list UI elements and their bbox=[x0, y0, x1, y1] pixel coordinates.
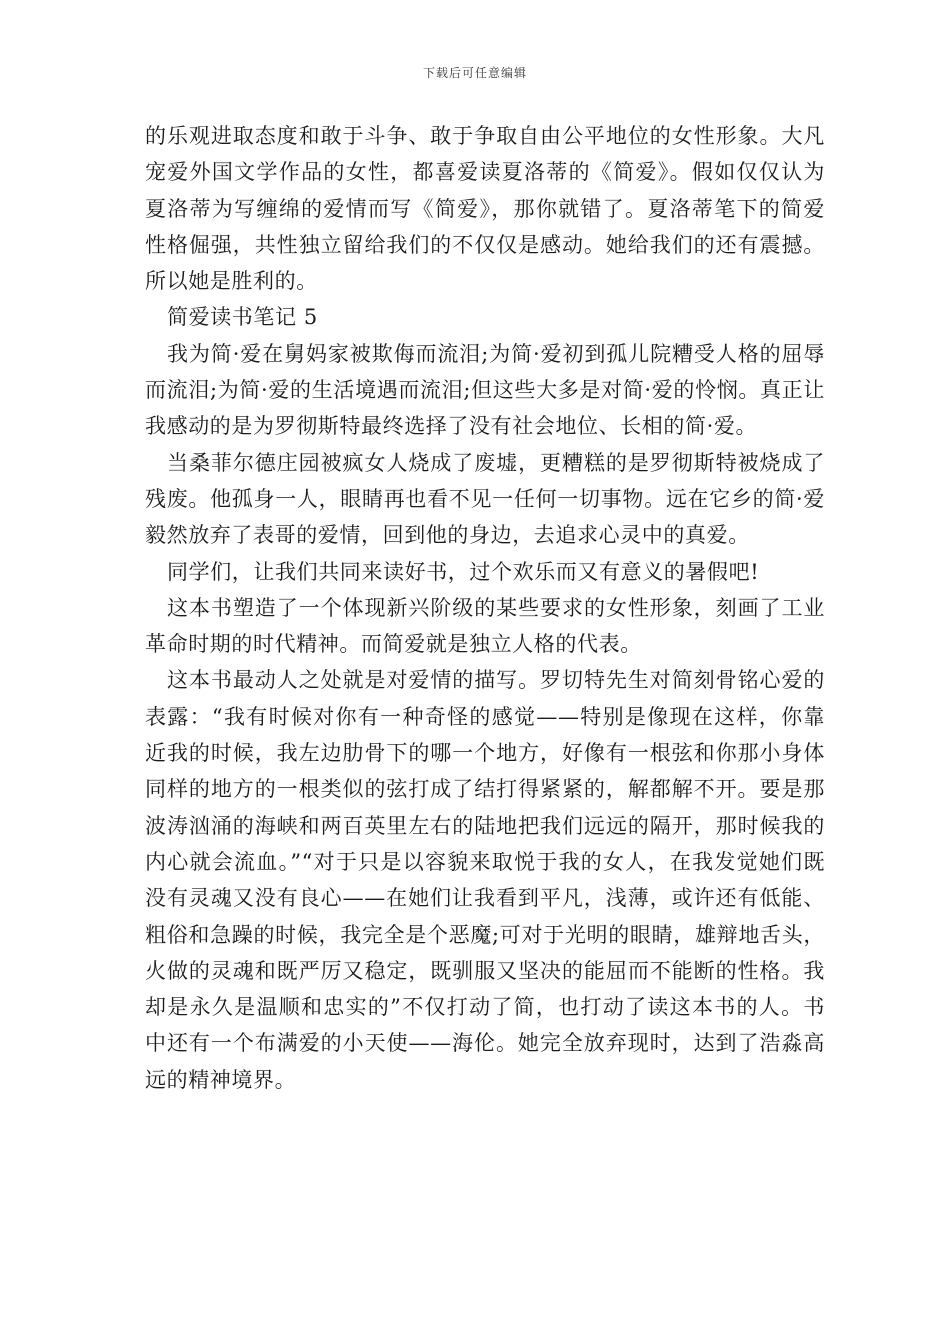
paragraph: 这本书塑造了一个体现新兴阶级的某些要求的女性形象，刻画了工业革命时期的时代精神。而简爱就是独立人格的代表。 bbox=[145, 595, 825, 657]
paragraph: 这本书最动人之处就是对爱情的描写。罗切特先生对简刻骨铭心爱的表露：“我有时候对你有一种奇怪的感觉——特别是像现在这样，你靠近我的时候，我左边肋骨下的哪一个地方，好像有一根弦和你那小身体同样的地方的一根类似的弦打成了结打得紧紧的，解都解不开。要是那波涛汹涌的海峡和两百英里左右的陆地把我们远远的隔开，那时候我的内心就会流血。”“对于只是以容貌来取悦于我的女人，在我发觉她们既没有灵魂又没有良心——在她们让我看到平凡，浅薄，或许还有低能、粗俗和急躁的时候，我完全是个恶魔;可对于光明的眼睛，雄辩地舌头，火做的灵魂和既严厉又稳定，既驯服又坚决的能屈而不能断的性格。我却是永久是温顺和忠实的”不仅打动了简，也打动了读这本书的人。书中还有一个布满爱的小天使——海伦。她完全放弃现时，达到了浩淼高远的精神境界。 bbox=[145, 668, 825, 1092]
page-header-note: 下载后可任意编辑 bbox=[422, 66, 527, 80]
paragraph: 我为简·爱在舅妈家被欺侮而流泪;为简·爱初到孤儿院糟受人格的屈辱而流泪;为简·爱的生活境遇而流泪;但这些大多是对简·爱的怜悯。真正让我感动的是为罗彻斯特最终选择了没有社会地位、长相的简·爱。 bbox=[145, 341, 825, 439]
paragraph: 同学们，让我们共同来读好书，过个欢乐而又有意义的暑假吧! bbox=[167, 559, 760, 584]
document-body bbox=[145, 118, 825, 1098]
section-heading: 简爱读书笔记 5 bbox=[167, 305, 318, 330]
paragraph: 当桑菲尔德庄园被疯女人烧成了废墟，更糟糕的是罗彻斯特被烧成了残废。他孤身一人，眼睛再也看不见一任何一切事物。远在它乡的简·爱毅然放弃了表哥的爱情，回到他的身边，去追求心灵中的真爱。 bbox=[145, 450, 825, 548]
paragraph: 的乐观进取态度和敢于斗争、敢于争取自由公平地位的女性形象。大凡宠爱外国文学作品的女性，都喜爱读夏洛蒂的《简爱》。假如仅仅认为夏洛蒂为写缠绵的爱情而写《简爱》，那你就错了。夏洛蒂笔下的简爱性格倔强，共性独立留给我们的不仅仅是感动。她给我们的还有震撼。所以她是胜利的。 bbox=[145, 124, 825, 294]
